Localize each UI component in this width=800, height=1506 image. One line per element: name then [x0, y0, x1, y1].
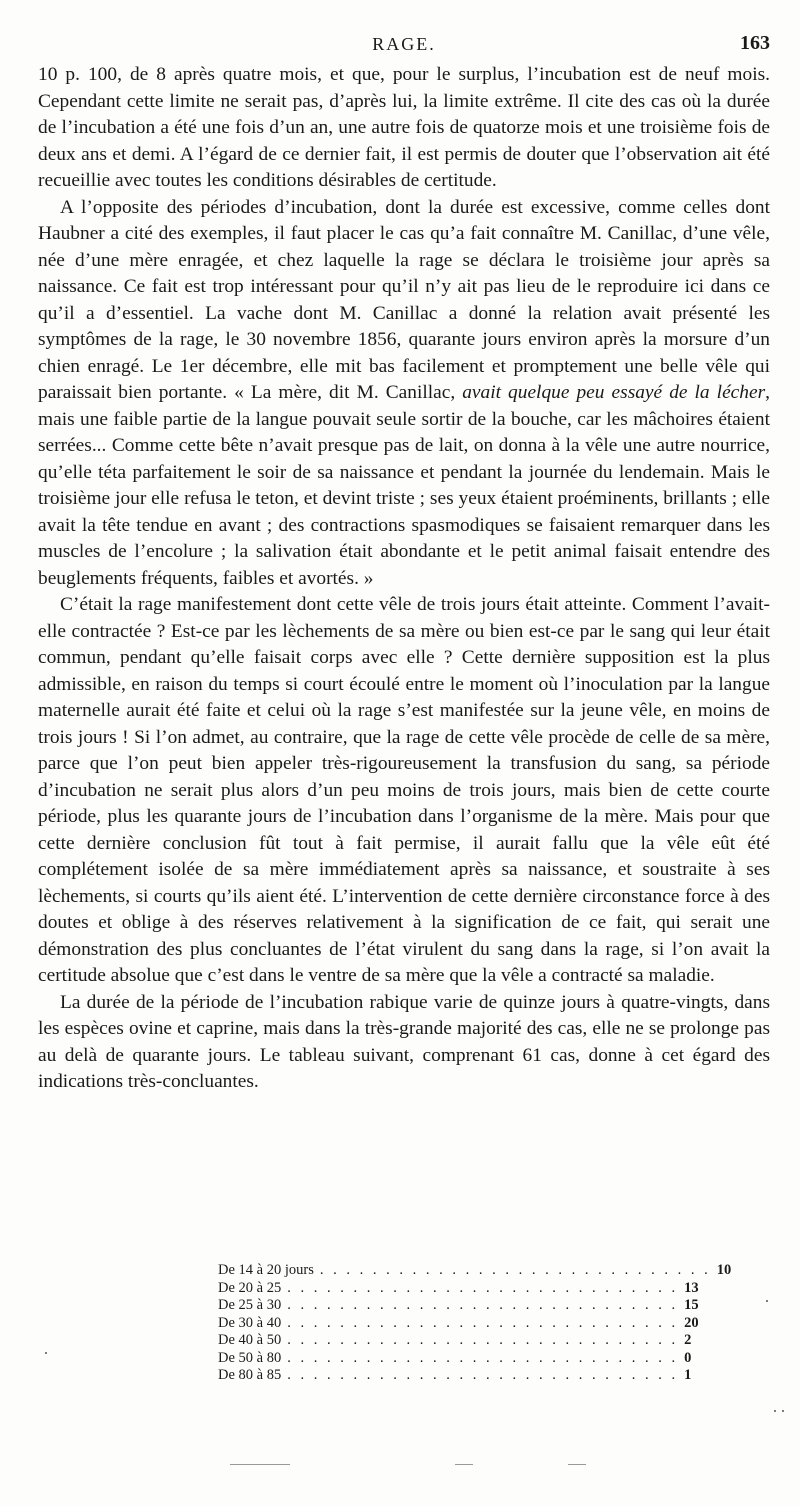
table-row [218, 1367, 692, 1385]
paragraph-canillac-case [38, 195, 770, 593]
row-count: 15 [684, 1297, 699, 1313]
row-range: De 40 à 50 [218, 1332, 282, 1348]
quote-italic: avait quelque peu essayé de la lécher [462, 382, 766, 403]
scan-footer-marks [230, 1464, 590, 1470]
quote-rest: , mais une faible partie de la langue pouvait seule sortir de la bouche, car les mâchoires étaient serrées... Comme cette bête n’avait presque pas de lait, on donna à la vêle une autre nourrice, qu’elle téta parfaitement le soir de sa naissance et pendant la journée du lendemain. Mais le troisième jour elle refusa le teton, et devint triste ; ses yeux étaient proéminents, brillants ; elle avait la tête tendue en avant ; des contractions spasmodiques se faisaient remarquer dans les muscles de l’encolure ; la salivation était abondante et le petit animal faisait entendre des beuglements fréquents, faibles et avortés. » [38, 382, 770, 589]
quote-opening: « La mère, dit M. Canillac, [234, 382, 463, 403]
leader-dots: . . . . . . . . . . . . . . . . . . . . . . . . . . . . . . [287, 1332, 679, 1348]
scan-speck [766, 1300, 768, 1302]
row-count: 2 [684, 1332, 692, 1348]
running-head [38, 30, 770, 60]
row-range: De 20 à 25 [218, 1279, 282, 1296]
table-row [218, 1279, 699, 1298]
body-text [38, 62, 770, 1096]
row-count: 10 [716, 1262, 732, 1278]
leader-dots: . . . . . . . . . . . . . . . . . . . . . . . . . . . . . . [287, 1349, 679, 1366]
leader-dots: . . . . . . . . . . . . . . . . . . . . . . . . . . . . . . [287, 1297, 679, 1313]
scan-speck [774, 1410, 776, 1412]
row-count: 1 [684, 1367, 692, 1383]
table-row [218, 1349, 692, 1368]
row-count: 20 [684, 1314, 699, 1331]
scan-speck [782, 1410, 784, 1412]
incubation-table [218, 1262, 732, 1385]
row-count: 0 [684, 1349, 692, 1366]
canillac-case-text: A l’opposite des périodes d’incubation, dont la durée est excessive, comme celles dont Haubner a cité des exemples, il faut placer le cas qu’a fait connaître M. Canillac, d’une vêle, née d’une mère enragée, et chez laquelle la rage se déclara le troisième jour après sa naissance. Ce fait est trop intéressant pour qu’il n’y ait pas lieu de le reproduire ici dans ce qu’il a d’essentiel. La vache dont M. Canillac a donné la relation avait présenté les symptômes de la rage, le 30 novembre 1856, quarante jours environ après la morsure d’un chien enragé. Le 1er décembre, elle mit bas facilement et promptement une belle vêle qui paraissait bien portante. [38, 196, 770, 403]
leader-dots: . . . . . . . . . . . . . . . . . . . . . . . . . . . . . . [287, 1279, 679, 1296]
row-range: De 30 à 40 [218, 1314, 282, 1331]
running-title: RAGE. [372, 34, 436, 54]
row-range: De 25 à 30 [218, 1297, 282, 1313]
leader-dots: . . . . . . . . . . . . . . . . . . . . . . . . . . . . . . [287, 1314, 679, 1331]
row-range: De 14 à 20 jours [218, 1262, 314, 1278]
page-number: 163 [740, 32, 770, 54]
table-row [218, 1297, 699, 1315]
leader-dots: . . . . . . . . . . . . . . . . . . . . . . . . . . . . . . [319, 1262, 711, 1278]
row-range: De 80 à 85 [218, 1367, 282, 1383]
paragraph-discussion: C’était la rage manifestement dont cette vêle de trois jours était atteinte. Comment l’avait-elle contractée ? Est-ce par les lèchements de sa mère ou bien est-ce par le sang qui leur était commun, pendant qu’elle faisait corps avec elle ? Cette dernière supposition est la plus admissible, en raison du temps si court écoulé entre le moment où l’inoculation par la langue maternelle aurait été faite et celui où la rage s’est manifestée sur la jeune vêle, en moins de trois jours ! Si l’on admet, au contraire, que la rage de cette vêle procède de celle de sa mère, parce que l’on peut bien appeler très-rigoureusement la transfusion du sang, sa période d’incubation ne serait plus alors d’un peu moins de trois jours, mais bien de cette courte période, plus les quarante jours de l’incubation dans l’organisme de la mère. Mais pour que cette dernière conclusion fût tout à fait permise, il aurait fallu que la vêle eût été complétement isolée de sa mère immédiatement après sa naissance, et soustraite à ses lèchements, si courts qu’ils aient été. L’intervention de cette dernière circonstance force à des doutes et oblige à des réserves relativement à la signification de ce fait, qui serait une démonstration des plus concluantes de l’état virulent du sang dans la rage, si l’on avait la certitude absolue que c’est dans le ventre de sa mère que la vêle a contracté sa maladie. [38, 594, 770, 986]
scan-speck [45, 1352, 47, 1354]
table-row [218, 1262, 732, 1280]
table-row [218, 1332, 692, 1350]
paragraph-duration: La durée de la période de l’incubation rabique varie de quinze jours à quatre-vingts, dans les espèces ovine et caprine, mais dans la très-grande majorité des cas, elle ne se prolonge pas au delà de quarante jours. Le tableau suivant, comprenant 61 cas, donne à cet égard des indications très-concluantes. [38, 991, 770, 1092]
row-count: 13 [684, 1279, 699, 1296]
leader-dots: . . . . . . . . . . . . . . . . . . . . . . . . . . . . . . [287, 1367, 679, 1383]
row-range: De 50 à 80 [218, 1349, 282, 1366]
paragraph-continuation: 10 p. 100, de 8 après quatre mois, et que, pour le surplus, l’incubation est de neuf mois. Cependant cette limite ne serait pas, d’après lui, la limite extrême. Il cite des cas où la durée de l’incubation a été une fois d’un an, une autre fois de quatorze mois et une troisième fois de deux ans et demi. A l’égard de ce dernier fait, il est permis de douter que l’observation ait été recueillie avec toutes les conditions désirables de certitude. [38, 64, 770, 191]
table-row [218, 1314, 699, 1333]
